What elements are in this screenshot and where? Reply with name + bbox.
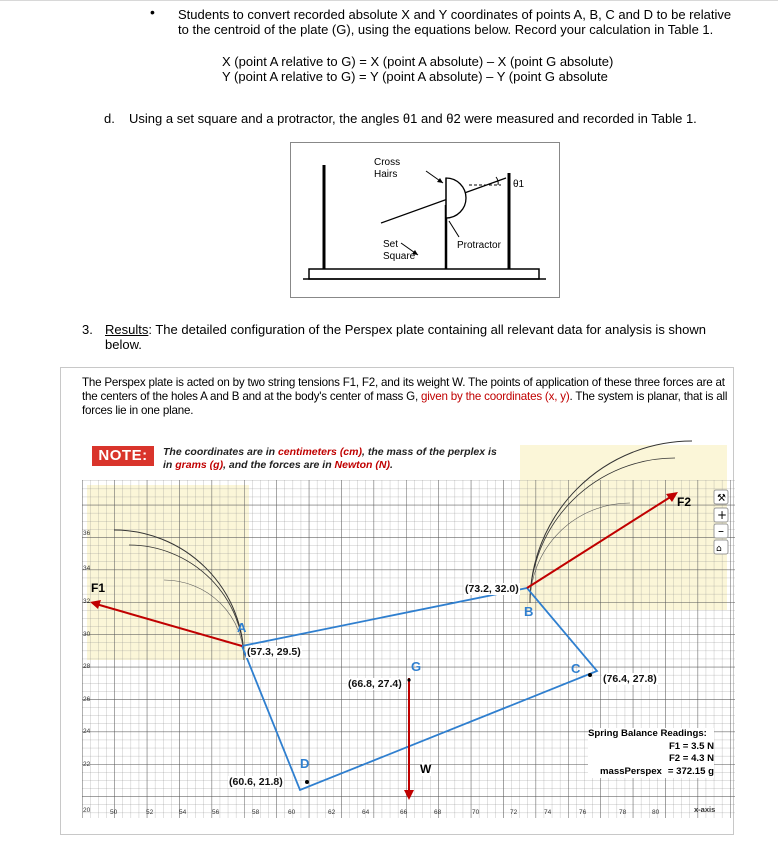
note-t5: , and the forces are in <box>223 459 335 471</box>
home-icon: ⌂ <box>716 544 722 554</box>
reading-f2: F2 = 4.3 N <box>668 753 714 764</box>
point-g-coord: (66.8, 27.4) <box>348 678 402 690</box>
theta1-label: θ1 <box>513 179 525 190</box>
x-tick: 76 <box>579 809 587 816</box>
y-tick: 26 <box>83 696 91 703</box>
intro-coords-text: given by the coordinates (x, y) <box>421 390 570 403</box>
minus-icon: – <box>718 524 724 538</box>
x-tick: 74 <box>544 809 552 816</box>
wrench-icon: ⚒ <box>717 493 726 504</box>
setup-figure <box>290 142 560 298</box>
step-3-paragraph <box>105 322 725 352</box>
x-tick: 64 <box>362 809 370 816</box>
note-unit-g: grams (g) <box>175 459 224 471</box>
point-b-label: B <box>524 604 534 619</box>
note-text <box>163 446 503 472</box>
top-divider <box>0 0 778 1</box>
point-d-coord: (60.6, 21.8) <box>229 776 283 788</box>
setup-drawing <box>291 143 559 297</box>
note-t3: , the mass of the perplex is in <box>163 446 497 471</box>
point-b-coord: (73.2, 32.0) <box>465 583 519 595</box>
intro-text-2: . The system is planar, that is all forces lie in one plane. <box>82 390 728 417</box>
x-tick: 78 <box>619 809 627 816</box>
cross-hairs-label: Cross Hairs <box>374 157 401 180</box>
y-tick: 28 <box>83 663 91 670</box>
equation-y: Y (point A relative to G) = Y (point A absolute) – Y (point G absolute <box>222 69 608 84</box>
plus-icon: + <box>717 508 728 522</box>
note-t7: . <box>389 459 393 471</box>
note-unit-cm: centimeters (cm) <box>277 446 362 458</box>
x-tick: 68 <box>434 809 442 816</box>
note-t1: The coordinates are in <box>163 446 278 458</box>
y-tick: 24 <box>83 728 91 735</box>
reading-f1: F1 = 3.5 N <box>668 740 714 752</box>
force-f1-label: F1 <box>91 581 106 595</box>
y-tick: 32 <box>83 598 91 605</box>
x-tick: 70 <box>472 809 480 816</box>
set-square-label: Set Square <box>383 239 416 262</box>
point-d-label: D <box>300 756 310 771</box>
protractor-label: Protractor <box>457 240 501 251</box>
intro-paragraph <box>82 376 732 418</box>
x-tick: 62 <box>328 809 336 816</box>
note-badge: NOTE: <box>92 446 154 466</box>
x-tick: 52 <box>146 809 154 816</box>
results-heading: Results <box>105 322 149 337</box>
reading-mass-value: = 372.15 g <box>667 765 714 777</box>
point-c-dot <box>588 673 592 677</box>
y-tick: 36 <box>83 530 91 537</box>
x-tick: 66 <box>400 809 408 816</box>
point-a-coord: (57.3, 29.5) <box>247 646 301 658</box>
y-tick: 30 <box>83 631 91 638</box>
readings-title: Spring Balance Readings: <box>588 728 707 739</box>
step-3-text: : The detailed configuration of the Perspex plate containing all relevant data for analysis is shown below. <box>105 322 707 352</box>
x-tick: 80 <box>652 809 660 816</box>
point-c-coord: (76.4, 27.8) <box>603 673 657 685</box>
point-a-label: A <box>237 620 247 635</box>
reading-mass-row <box>588 766 714 779</box>
step-d-label: d. <box>104 111 115 126</box>
x-tick: 60 <box>288 809 296 816</box>
reading-mass-label: massPerspex <box>600 765 662 777</box>
y-tick: 34 <box>83 565 91 572</box>
point-c-label: C <box>571 661 581 676</box>
step-d-text: Using a set square and a protractor, the angles θ1 and θ2 were measured and recorded in Table 1. <box>129 111 697 126</box>
equation-x: X (point A relative to G) = X (point A absolute) – X (point G absolute) <box>222 54 614 69</box>
x-axis-label: x-axis <box>694 805 716 814</box>
y-tick: 20 <box>83 807 91 814</box>
force-f2-label: F2 <box>677 495 692 509</box>
step-3-number: 3. <box>82 322 93 337</box>
force-w-label: W <box>420 762 432 776</box>
point-g-label: G <box>411 659 422 674</box>
spring-balance-readings <box>588 728 714 778</box>
point-g-dot <box>407 678 410 681</box>
x-tick: 72 <box>510 809 518 816</box>
x-tick: 56 <box>212 809 220 816</box>
note-unit-n: Newton (N) <box>334 459 390 471</box>
x-tick: 54 <box>179 809 187 816</box>
bullet-text: Students to convert recorded absolute X and Y coordinates of points A, B, C and D to be relative to the centroid of the plate (G), using the equations below. Record your calculation in Table 1. <box>178 7 732 37</box>
intro-text-1: The Perspex plate is acted on by two string tensions F1, F2, and its weight W. The points of application of these three forces are at the centers of the holes A and B and at the body's center of mass G, <box>82 376 725 403</box>
point-d-dot <box>305 780 309 784</box>
y-tick: 22 <box>83 761 91 768</box>
bullet-icon: • <box>150 4 155 20</box>
x-tick: 50 <box>110 809 118 816</box>
x-tick: 58 <box>252 809 260 816</box>
